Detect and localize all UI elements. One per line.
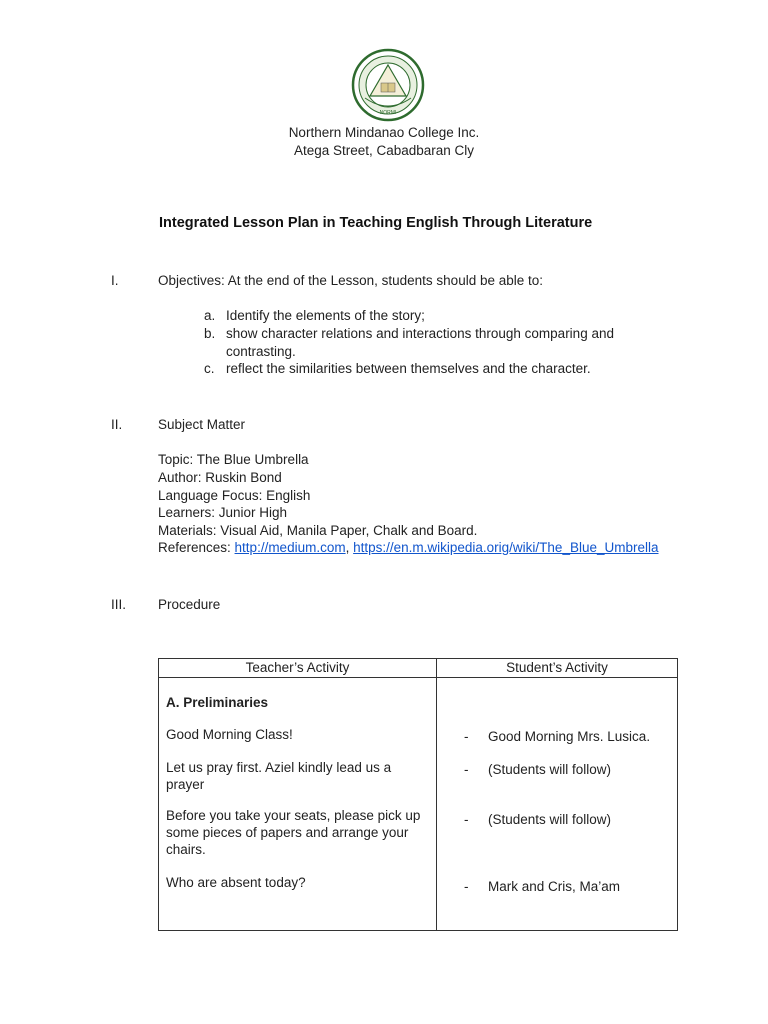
- institution-name: Northern Mindanao College Inc.: [288, 125, 480, 140]
- document-title: Integrated Lesson Plan in Teaching English Through Literature: [159, 215, 593, 231]
- language-focus-line: Language Focus: English: [158, 488, 311, 503]
- objective-a-text: Identify the elements of the story;: [226, 308, 425, 323]
- objective-b-letter: b.: [204, 326, 216, 341]
- student-dash-2: -: [464, 762, 469, 777]
- objective-c-text: reflect the similarities between themselves and the character.: [226, 361, 591, 376]
- college-seal-logo: [351, 48, 425, 122]
- topic-line: Topic: The Blue Umbrella: [158, 452, 309, 467]
- subject-matter-heading: Subject Matter: [158, 417, 246, 432]
- institution-address: Atega Street, Cabadbaran Cly: [293, 143, 475, 158]
- teacher-absent-question: Who are absent today?: [166, 875, 306, 890]
- student-dash-4: -: [464, 879, 469, 894]
- procedure-table: [158, 658, 678, 931]
- references-label: References:: [158, 540, 235, 555]
- student-response-4: Mark and Cris, Ma’am: [488, 879, 621, 894]
- teacher-seats-line2: some pieces of papers and arrange your: [166, 825, 409, 840]
- student-dash-3: -: [464, 812, 469, 827]
- objective-c-letter: c.: [204, 361, 215, 376]
- teacher-activity-cell: [159, 678, 437, 931]
- teacher-pray-line1: Let us pray first. Aziel kindly lead us a: [166, 760, 392, 775]
- learners-line: Learners: Junior High: [158, 505, 288, 520]
- author-line: Author: Ruskin Bond: [158, 470, 282, 485]
- student-activity-header: Student’s Activity: [437, 659, 678, 678]
- student-response-3: (Students will follow): [488, 812, 612, 827]
- teacher-pray-line2: prayer: [166, 777, 205, 792]
- objectives-intro: Objectives: At the end of the Lesson, students should be able to:: [158, 273, 544, 288]
- procedure-heading: Procedure: [158, 597, 221, 612]
- reference-link-wikipedia[interactable]: https://en.m.wikipedia.orig/wiki/The_Blue_Umbrella: [353, 540, 659, 555]
- materials-line: Materials: Visual Aid, Manila Paper, Chalk and Board.: [158, 523, 478, 538]
- svg-text:NORMI: NORMI: [379, 110, 397, 116]
- objective-b-text: show character relations and interactions through comparing and: [226, 326, 614, 341]
- teacher-seats-line1: Before you take your seats, please pick up: [166, 808, 421, 823]
- teacher-activity-header: Teacher’s Activity: [159, 659, 437, 678]
- preliminaries-heading: A. Preliminaries: [166, 695, 269, 710]
- teacher-greeting: Good Morning Class!: [166, 727, 293, 742]
- references-line: [158, 540, 659, 555]
- section-numeral-objectives: I.: [111, 273, 119, 288]
- section-numeral-subject: II.: [111, 417, 123, 432]
- student-activity-cell: [437, 678, 678, 931]
- teacher-seats-line3: chairs.: [166, 842, 206, 857]
- student-dash-1: -: [464, 729, 469, 744]
- objective-b-text-cont: contrasting.: [226, 344, 296, 359]
- student-response-1: Good Morning Mrs. Lusica.: [488, 729, 651, 744]
- references-separator: ,: [345, 540, 354, 555]
- objective-a-letter: a.: [204, 308, 216, 323]
- student-response-2: (Students will follow): [488, 762, 612, 777]
- reference-link-medium[interactable]: http://medium.com: [234, 540, 346, 555]
- section-numeral-procedure: III.: [111, 597, 127, 612]
